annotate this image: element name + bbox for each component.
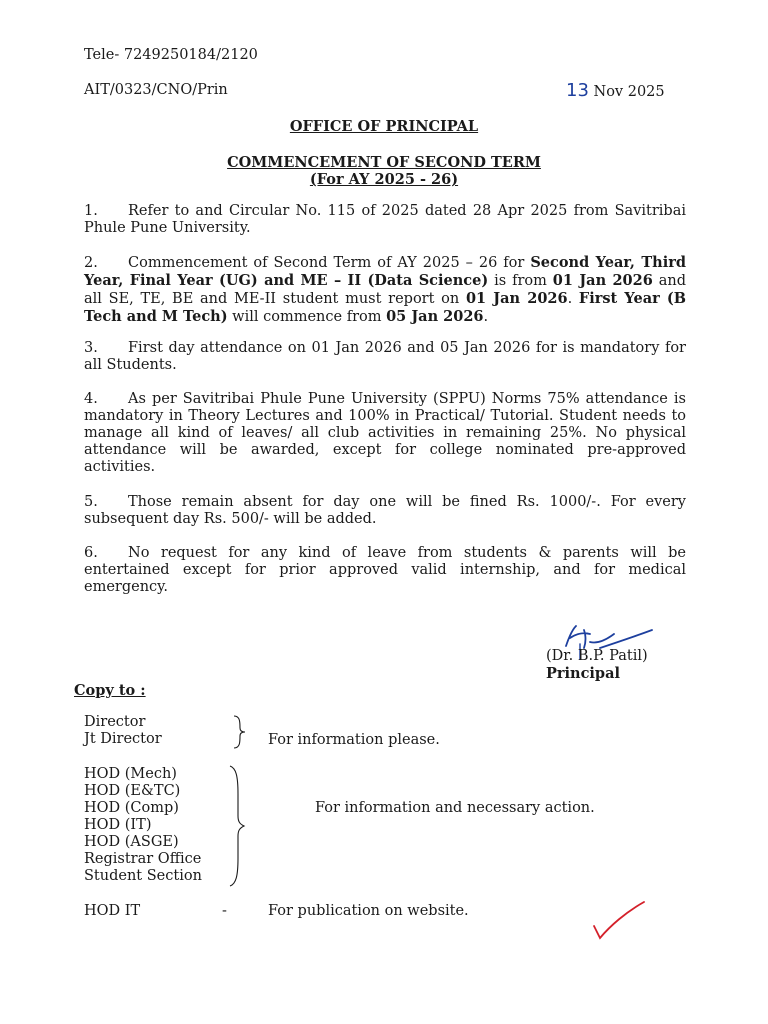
copy-recipient: HOD (IT) [84,817,152,833]
copy-recipient: HOD (E&TC) [84,783,181,799]
copy-recipient: Director [84,714,146,730]
bold-run: 01 Jan 2026 [465,290,568,307]
paragraph-4 [84,391,686,476]
copy-recipient: Student Section [84,868,202,884]
copy-group-2 [84,766,202,885]
bold-run: 05 Jan 2026 [386,308,484,325]
group-1-note: For information please. [268,732,440,748]
copy-recipient: HOD (ASGE) [84,834,179,850]
text-run: is from [488,273,553,289]
brace-group-1 [230,714,250,750]
copy-recipient: HOD (Comp) [84,800,179,816]
bold-run: Second Year, Third Year, Final Year (UG) and ME – II (Data Science) [84,254,687,289]
paragraph-number: 1. [84,203,98,219]
handwritten-day: 13 [566,80,589,101]
signatory-designation: Principal [546,665,620,682]
paragraph-5 [84,494,686,528]
text-run: . [483,309,489,325]
text-run: will commence from [227,309,387,325]
copy-recipient: Registrar Office [84,851,202,867]
paragraph-number: 3. [84,340,98,356]
paragraph-6 [84,545,686,596]
paragraph-text: Refer to and Circular No. 115 of 2025 dated 28 Apr 2025 from Savitribai Phule Pune University. [84,203,686,236]
copy-recipient: HOD (Mech) [84,766,177,782]
copy-group-1 [84,714,162,748]
text-run: . [567,291,579,307]
telephone-line: Tele- 7249250184/2120 [84,47,258,63]
office-title: OFFICE OF PRINCIPAL [289,118,479,135]
academic-year-title: (For AY 2025 - 26) [309,171,459,188]
group-2-note: For information and necessary action. [315,800,595,816]
text-run: and all SE, TE, BE and ME-II student must report on [84,273,686,307]
paragraph-number: 5. [84,494,98,510]
paragraph-3 [84,340,686,374]
paragraph-text: No request for any kind of leave from students & parents will be entertained except for prior approved valid internship, and for medical emergency. [84,545,686,595]
copy-to-heading: Copy to : [74,682,146,699]
copy-last-note: For publication on website. [268,903,469,919]
paragraph-text: First day attendance on 01 Jan 2026 and 05 Jan 2026 for is mandatory for all Students. [84,340,686,373]
paragraph-number: 2. [84,255,98,271]
copy-last-dash: - [222,903,227,919]
text-run: Commencement of Second Term of AY 2025 – 26 for [128,255,531,271]
paragraph-number: 6. [84,545,98,561]
paragraph-text: Those remain absent for day one will be fined Rs. 1000/-. For every subsequent day Rs. 500/- will be added. [84,494,686,527]
date-month-year: Nov 2025 [593,84,665,100]
paragraph-text: As per Savitribai Phule Pune University (SPPU) Norms 75% attendance is mandatory in Theory Lectures and 100% in Practical/ Tutorial. Student needs to manage all kind of leaves/ all club activities in remaining 25%. No physical attendance will be awarded, except for college nominated pre-approved activities. [84,391,686,475]
paragraph-2 [84,254,686,326]
subject-title: COMMENCEMENT OF SECOND TERM [227,154,541,171]
letter-date [566,82,665,101]
bold-run: First Year (B Tech and M Tech) [84,290,686,325]
paragraph-1 [84,203,686,237]
copy-last-item: HOD IT [84,903,141,919]
signatory-name: (Dr. B.P. Patil) [546,648,648,664]
bold-run: 01 Jan 2026 [552,272,653,289]
copy-recipient: Jt Director [84,731,162,747]
check-mark-icon [590,898,650,942]
reference-number: AIT/0323/CNO/Prin [84,82,228,98]
brace-group-2 [226,764,248,888]
paragraph-number: 4. [84,391,98,407]
